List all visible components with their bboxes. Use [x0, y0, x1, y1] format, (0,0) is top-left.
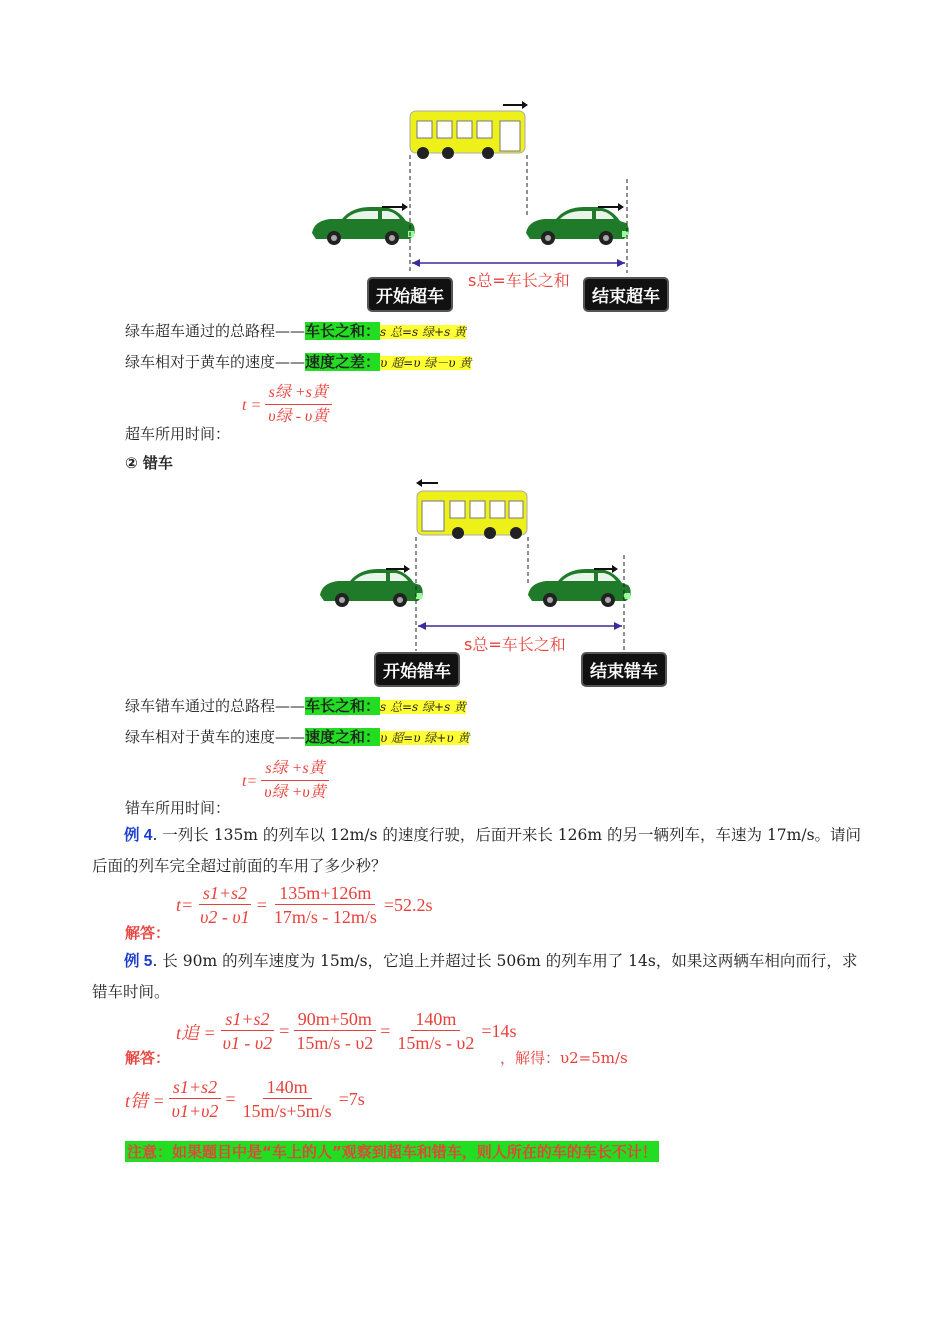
example5-text: 例 5. 长 90m 的列车速度为 15m/s，它追上并超过长 506m 的列车用了 14s，如果这两辆车相向而行，求错车时间。 [92, 952, 858, 1001]
green-car-start-icon [312, 207, 415, 245]
pass-speed-line: 绿车相对于黄车的速度——速度之和：υ 超=υ 绿+υ 黄 [125, 728, 470, 746]
overtake-time-label: 超车所用时间： [125, 425, 231, 443]
end-pass-label: 结束错车 [581, 652, 667, 687]
example4-answer-label: 解答： [125, 924, 171, 942]
section-title: ② 错车 [125, 454, 173, 472]
pass-time-label: 错车所用时间： [125, 799, 231, 817]
overtake-distance-line: 绿车超车通过的总路程——车长之和：s 总=s 绿+s 黄 [125, 322, 467, 340]
example5-answer-label: 解答： [125, 1049, 171, 1067]
green-car-end-icon [528, 569, 631, 607]
span-label: s总=车长之和 [468, 271, 570, 290]
note: 注意：如果题目中是“车上的人”观察到超车和错车，则人所在的车的车长不计！ [127, 1143, 657, 1161]
overtake-time-formula: t = s绿 +s黄 υ绿 - υ黄 [242, 382, 335, 429]
example4-text: 例 4. 一列长 135m 的列车以 12m/s 的速度行驶，后面开来长 126m 的另一辆列车，车速为 17m/s。请问后面的列车完全超过前面的车用了多少秒？ [92, 826, 862, 875]
example5-solve: ，解得：υ2=5m/s [500, 1049, 628, 1067]
pass-distance-line: 绿车错车通过的总路程——车长之和：s 总=s 绿+s 黄 [125, 697, 467, 715]
start-overtake-label: 开始超车 [367, 277, 453, 312]
span-label-2: s总=车长之和 [464, 635, 566, 654]
example5-formula-chase: t追 = $\frac{s1+s2}{\upsilon 1 - \upsilon 2}$ = $\frac{90m+50m}{15m/s - \upsilon 2}$ = $\frac{140m}{15m/s - \upsilon 2}$ =14s [176, 1009, 517, 1053]
example4-formula: t= $\frac{s1+s2}{\upsilon 2 - \upsilon 1}$ = $\frac{135m+126m}{17m/s - 12m/s}$ =52.2s [176, 883, 433, 927]
yellow-bus-icon [410, 101, 528, 159]
example5-formula-pass: t错 = $\frac{s1+s2}{\upsilon 1+\upsilon 2}$ = $\frac{140m}{15m/s+5m/s}$ =7s [125, 1077, 365, 1121]
overtake-speed-line: 绿车相对于黄车的速度——速度之差：υ 超=υ 绿－υ 黄 [125, 353, 472, 371]
pass-time-formula: t= s绿 +s黄 υ绿 +υ黄 [242, 758, 333, 805]
green-car-start-icon [320, 569, 423, 607]
yellow-bus-icon [416, 479, 527, 539]
end-overtake-label: 结束超车 [583, 277, 669, 312]
start-pass-label: 开始错车 [374, 652, 460, 687]
pass-diagram [300, 475, 680, 655]
green-car-end-icon [526, 207, 629, 245]
